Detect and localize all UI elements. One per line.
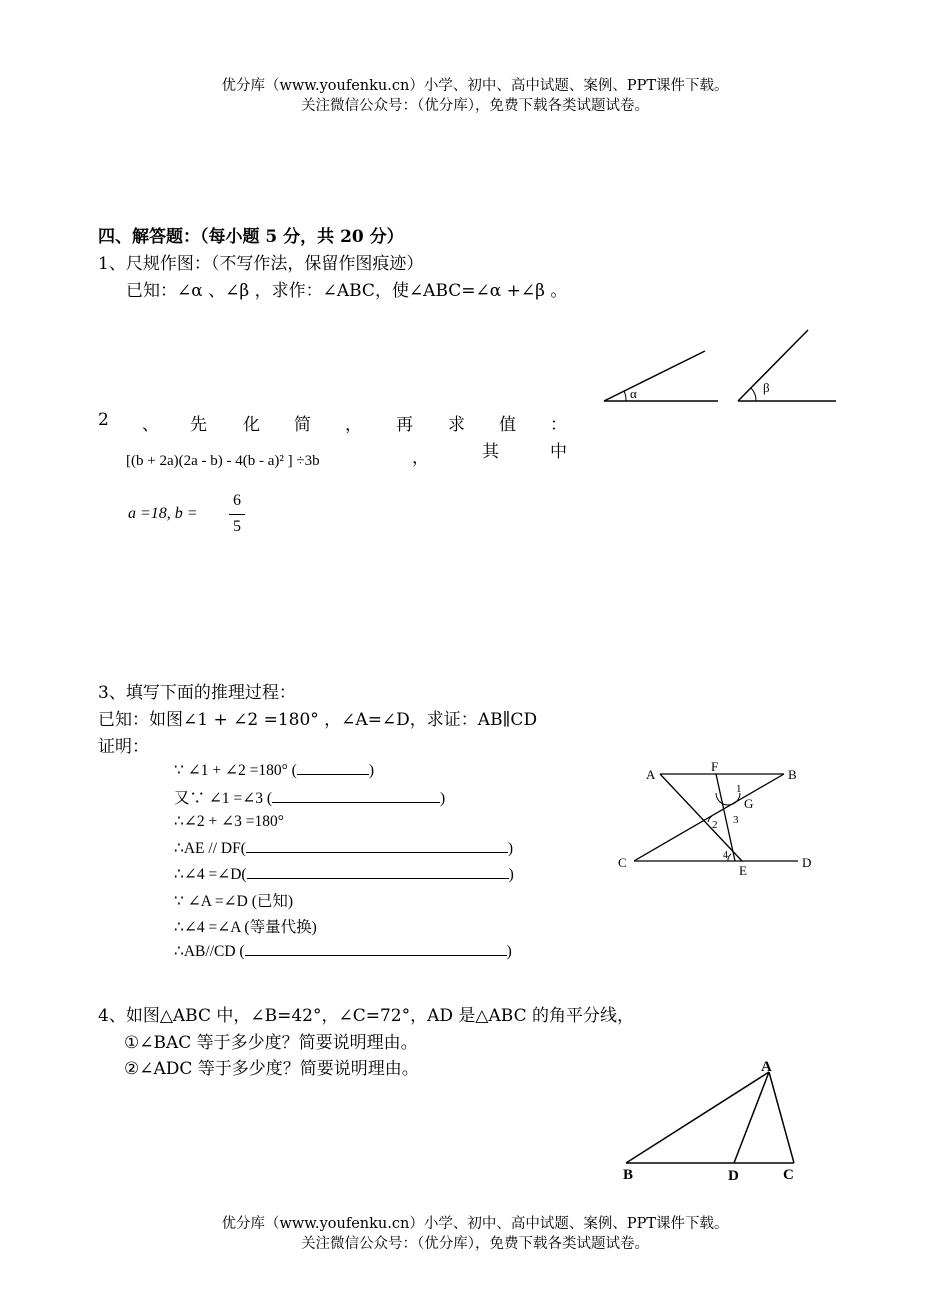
q2-char: 再 [396, 415, 413, 435]
q2-frac-bar [229, 514, 245, 515]
angle-alpha-figure [604, 351, 718, 401]
proof-step-3 [174, 812, 284, 831]
q2-qi: 其 [482, 442, 499, 462]
q2-char: ， [345, 415, 362, 435]
q2-values: a =18, b = [128, 505, 198, 522]
proof-step-text: ∴AB//CD ( [174, 943, 245, 960]
footer-line-1: 优分库（www.youfenku.cn）小学、初中、高中试题、案例、PPT课件下载。 [221, 1216, 729, 1232]
q4-title: 4、如图△ABC 中，∠B=42°，∠C=72°，AD 是△ABC 的角平分线， [98, 1006, 635, 1026]
fig3-label-C: C [618, 855, 627, 870]
proof-step-1 [174, 760, 374, 780]
proof-step-2 [174, 786, 445, 808]
q1-given: 已知：∠α 、∠β ，求作：∠ABC，使∠ABC=∠α +∠β 。 [126, 281, 568, 301]
fig3-label-G: G [744, 796, 754, 811]
proof-blank-1[interactable] [297, 760, 369, 775]
q2-char: 求 [448, 415, 465, 435]
beta-label: β [763, 380, 770, 395]
q2-char: 化 [243, 415, 260, 435]
q2-char: 、 [142, 415, 159, 435]
angle-beta-figure [738, 330, 836, 401]
proof-step-text: ∴∠4 =∠A (等量代换) [174, 919, 317, 936]
q3-given: 已知：如图∠1 + ∠2 =180° ，∠A=∠D，求证：AB∥CD [98, 710, 538, 730]
q4-triangle-figure [615, 1052, 815, 1187]
alpha-label: α [630, 386, 637, 401]
q2-comma: ， [412, 448, 429, 468]
proof-blank-5[interactable] [247, 864, 509, 879]
fig4-label-C: C [783, 1167, 794, 1183]
fig3-label-A: A [646, 767, 656, 782]
q3-title: 3、填写下面的推理过程： [98, 683, 296, 703]
fig4-label-B: B [623, 1167, 634, 1183]
fig3-label-D: D [802, 855, 812, 870]
q2-char: 简 [294, 415, 311, 435]
q2-expression: [(b + 2a)(2a - b) - 4(b - a)² ] ÷3b [126, 453, 320, 469]
proof-step-text: 又∵ ∠1 =∠3 ( [174, 790, 273, 807]
q2-char: 2 [98, 410, 109, 430]
proof-step-text: ∴∠4 =∠D( [174, 866, 247, 883]
fig3-label-3: 3 [733, 814, 739, 826]
q4-part-2: ②∠ADC 等于多少度？简要说明理由。 [124, 1059, 419, 1079]
q3-parallel-lines-figure [612, 758, 827, 883]
header-line-1: 优分库（www.youfenku.cn）小学、初中、高中试题、案例、PPT课件下载。 [221, 78, 729, 94]
q2-frac-num: 6 [233, 492, 241, 509]
proof-blank-8[interactable] [245, 941, 507, 956]
fig3-label-1: 1 [736, 783, 742, 795]
proof-step-5 [174, 864, 514, 884]
fig3-label-4: 4 [723, 850, 728, 861]
footer-line-2: 关注微信公众号：（优分库），免费下载各类试题试卷。 [301, 1236, 649, 1252]
proof-step-end: ) [507, 840, 514, 857]
fig4-label-D: D [728, 1168, 739, 1184]
proof-step-end: ) [368, 762, 374, 779]
proof-step-8 [174, 941, 512, 961]
proof-step-end: ) [508, 866, 514, 883]
proof-step-end: ) [440, 790, 446, 807]
fig3-label-2: 2 [712, 819, 718, 831]
fig3-label-E: E [739, 863, 747, 878]
q2-char: 先 [190, 415, 207, 435]
proof-step-text: ∴∠2 + ∠3 =180° [174, 813, 284, 830]
proof-step-text: ∴AE // DF( [174, 840, 246, 857]
q2-char: 值 [499, 415, 516, 435]
q2-char: ： [550, 415, 567, 435]
proof-step-text: ∵ ∠A =∠D (已知) [174, 893, 294, 910]
proof-step-6 [174, 889, 293, 911]
q3-proof-label: 证明： [98, 737, 149, 757]
q2-frac-den: 5 [233, 518, 241, 535]
header-line-2: 关注微信公众号：（优分库），免费下载各类试题试卷。 [301, 98, 649, 114]
proof-blank-4[interactable] [246, 838, 508, 853]
q1-angle-figures [600, 325, 845, 410]
q2-zhong: 中 [550, 442, 567, 462]
fig4-label-A: A [761, 1059, 772, 1075]
proof-step-7 [174, 915, 317, 937]
section-title: 四、解答题：（每小题 5 分，共 20 分） [98, 227, 404, 247]
q4-part-1: ①∠BAC 等于多少度？简要说明理由。 [124, 1033, 418, 1053]
fig3-label-B: B [788, 767, 797, 782]
proof-step-text: ∵ ∠1 + ∠2 =180° ( [174, 762, 297, 779]
proof-step-end: ) [506, 943, 512, 960]
q1-title: 1、尺规作图：（不写作法，保留作图痕迹） [98, 254, 424, 274]
proof-blank-2[interactable] [272, 788, 440, 803]
proof-step-4 [174, 838, 513, 858]
fig3-label-F: F [711, 759, 719, 774]
